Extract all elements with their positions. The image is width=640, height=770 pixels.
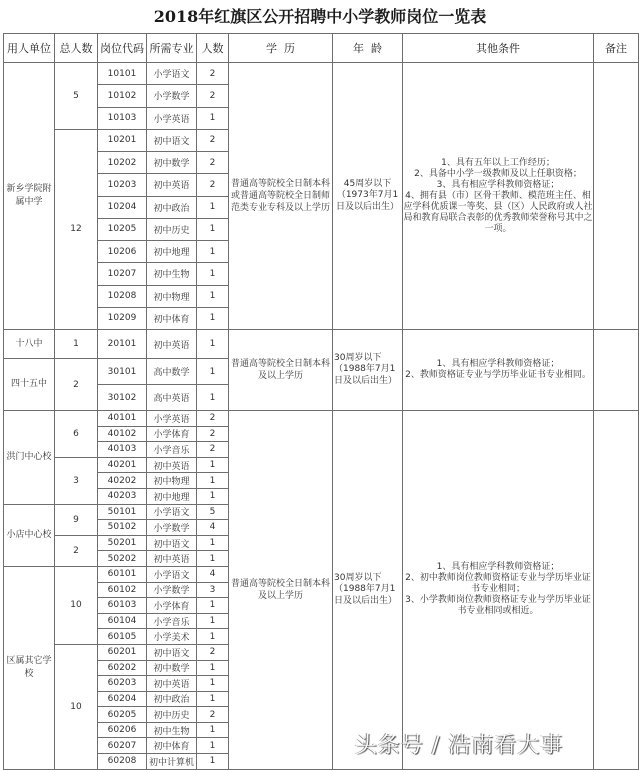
- position-count: 1: [197, 330, 229, 359]
- position-count: 1: [197, 551, 229, 567]
- position-code: 60205: [98, 707, 147, 723]
- page-title: 2018年红旗区公开招聘中小学教师岗位一览表: [153, 7, 487, 26]
- education-requirement: 普通高等院校全日制本科及以上学历: [229, 330, 333, 411]
- position-major: 小学体育: [147, 598, 197, 614]
- header-education: 学 历: [229, 34, 333, 63]
- position-count: 2: [197, 85, 229, 107]
- header-major: 所需专业: [147, 34, 197, 63]
- position-count: 2: [197, 63, 229, 85]
- condition-line: 2、教师资格证专业与学历毕业证书专业相同。: [405, 370, 591, 380]
- position-code: 50101: [98, 504, 147, 520]
- condition-line: 3、具有相应学科教师资格证；: [436, 179, 560, 190]
- position-count: 1: [197, 241, 229, 263]
- position-count: 1: [197, 613, 229, 629]
- condition-line: 2、具备中小学一级教师及以上任职资格；: [414, 168, 582, 179]
- position-major: 初中数学: [147, 660, 197, 676]
- condition-line: 1、具有相应学科教师资格证；: [436, 359, 560, 369]
- position-code: 40201: [98, 457, 147, 473]
- header-age: 年 龄: [333, 34, 403, 63]
- position-count: 1: [197, 457, 229, 473]
- position-major: 小学体育: [147, 426, 197, 442]
- position-code: 60204: [98, 691, 147, 707]
- position-major: 小学语文: [147, 504, 197, 520]
- position-count: 1: [197, 598, 229, 614]
- position-count: 5: [197, 504, 229, 520]
- position-count: 2: [197, 174, 229, 196]
- age-requirement: 45周岁以下（1973年7月1日及以后出生）: [333, 63, 403, 330]
- position-code: 50202: [98, 551, 147, 567]
- position-code: 10202: [98, 152, 147, 174]
- group-total: 2: [55, 359, 98, 411]
- table-row: [4, 411, 639, 427]
- position-code: 40102: [98, 426, 147, 442]
- header-code: 岗位代码: [98, 34, 147, 63]
- group-total: 3: [55, 457, 98, 504]
- position-code: 60102: [98, 582, 147, 598]
- position-major: 小学音乐: [147, 442, 197, 458]
- position-count: 4: [197, 566, 229, 582]
- position-count: 1: [197, 488, 229, 504]
- position-code: 60207: [98, 738, 147, 754]
- other-conditions: [403, 411, 594, 770]
- position-count: 2: [197, 411, 229, 427]
- age-requirement: 30周岁以下（1988年7月1日及以后出生）: [333, 411, 403, 770]
- group-total: 10: [55, 566, 98, 644]
- header-unit: 用人单位: [4, 34, 55, 63]
- header-row: [4, 34, 639, 63]
- position-code: 60201: [98, 644, 147, 660]
- unit-name: 十八中: [4, 330, 55, 359]
- position-code: 60208: [98, 754, 147, 770]
- position-major: 初中物理: [147, 285, 197, 307]
- condition-line: 3、小学教师岗位教师资格证专业与学历毕业证书专业相同或相近。: [405, 595, 591, 617]
- table-row: [4, 63, 639, 85]
- remark-cell: [594, 411, 639, 770]
- position-code: 60105: [98, 629, 147, 645]
- position-major: 初中物理: [147, 473, 197, 489]
- position-major: 小学数学: [147, 520, 197, 536]
- position-count: 2: [197, 644, 229, 660]
- position-code: 10204: [98, 196, 147, 218]
- position-major: 初中历史: [147, 218, 197, 240]
- position-count: 1: [197, 263, 229, 285]
- condition-line: 2、初中教师岗位教师资格证专业与学历毕业证书专业相同；: [405, 573, 591, 595]
- position-major: 初中数学: [147, 152, 197, 174]
- position-count: 2: [197, 442, 229, 458]
- group-total: 9: [55, 504, 98, 535]
- condition-line: 1、具有相应学科教师资格证；: [436, 562, 560, 573]
- position-code: 10101: [98, 63, 147, 85]
- position-major: 初中政治: [147, 691, 197, 707]
- position-major: 初中政治: [147, 196, 197, 218]
- position-count: 1: [197, 107, 229, 129]
- unit-name: 新乡学院附属中学: [4, 63, 55, 330]
- position-major: 小学音乐: [147, 613, 197, 629]
- position-count: 1: [197, 218, 229, 240]
- position-code: 60104: [98, 613, 147, 629]
- header-count: 人数: [197, 34, 229, 63]
- position-major: 小学英语: [147, 107, 197, 129]
- remark-cell: [594, 330, 639, 411]
- group-total: 5: [55, 63, 98, 130]
- position-code: 10208: [98, 285, 147, 307]
- header-remark: 备注: [594, 34, 639, 63]
- position-major: 初中英语: [147, 551, 197, 567]
- position-major: 小学英语: [147, 411, 197, 427]
- position-code: 40203: [98, 488, 147, 504]
- position-code: 40101: [98, 411, 147, 427]
- position-code: 10207: [98, 263, 147, 285]
- position-count: 1: [197, 754, 229, 770]
- recruitment-table: [3, 33, 639, 770]
- condition-line: 4、拥有县（市）区骨干教师、模范班主任、相应学科优质课一等奖、县（区）人民政府或人社局和教育局联合表彰的优秀教师荣誉称号其中之一项。: [403, 190, 593, 234]
- position-code: 60103: [98, 598, 147, 614]
- position-major: 初中体育: [147, 738, 197, 754]
- unit-name: 洪门中心校: [4, 411, 55, 505]
- position-code: 10209: [98, 307, 147, 329]
- position-count: 1: [197, 473, 229, 489]
- position-code: 60206: [98, 722, 147, 738]
- group-total: 12: [55, 129, 98, 329]
- position-count: 1: [197, 535, 229, 551]
- watermark-text: 头条号 / 浩南看大事: [355, 733, 564, 758]
- position-code: 40103: [98, 442, 147, 458]
- position-code: 50102: [98, 520, 147, 536]
- position-major: 小学语文: [147, 63, 197, 85]
- education-requirement: 普通高等院校全日制本科或普通高等院校全日制师范类专业专科及以上学历: [229, 63, 333, 330]
- position-code: 40202: [98, 473, 147, 489]
- position-count: 2: [197, 707, 229, 723]
- age-requirement: 30周岁以下（1988年7月1日及以后出生）: [333, 330, 403, 411]
- position-count: 1: [197, 691, 229, 707]
- remark-cell: [594, 63, 639, 330]
- position-code: 60202: [98, 660, 147, 676]
- position-count: 2: [197, 426, 229, 442]
- position-major: 初中英语: [147, 457, 197, 473]
- position-major: 小学数学: [147, 582, 197, 598]
- position-major: 初中计算机: [147, 754, 197, 770]
- position-major: 小学语文: [147, 566, 197, 582]
- position-count: 2: [197, 152, 229, 174]
- position-code: 60203: [98, 676, 147, 692]
- position-code: 30102: [98, 385, 147, 411]
- position-major: 初中语文: [147, 129, 197, 151]
- position-count: 1: [197, 676, 229, 692]
- position-major: 初中地理: [147, 241, 197, 263]
- position-code: 20101: [98, 330, 147, 359]
- other-conditions: [403, 330, 594, 411]
- header-conditions: 其他条件: [403, 34, 594, 63]
- position-code: 10102: [98, 85, 147, 107]
- condition-line: 1、具有五年以上工作经历；: [441, 157, 555, 168]
- education-requirement: 普通高等院校全日制本科及以上学历: [229, 411, 333, 770]
- header-total: 总人数: [55, 34, 98, 63]
- position-major: 初中地理: [147, 488, 197, 504]
- position-count: 4: [197, 520, 229, 536]
- unit-name: 四十五中: [4, 359, 55, 411]
- table-row: [4, 330, 639, 359]
- position-major: 初中语文: [147, 535, 197, 551]
- other-conditions: [403, 63, 594, 330]
- position-count: 1: [197, 660, 229, 676]
- position-count: 1: [197, 738, 229, 754]
- group-total: 6: [55, 411, 98, 458]
- position-major: 高中英语: [147, 385, 197, 411]
- position-major: 初中英语: [147, 330, 197, 359]
- group-total: 1: [55, 330, 98, 359]
- position-major: 初中体育: [147, 307, 197, 329]
- position-major: 小学数学: [147, 85, 197, 107]
- position-count: 1: [197, 629, 229, 645]
- position-major: 小学美术: [147, 629, 197, 645]
- position-major: 初中英语: [147, 174, 197, 196]
- position-major: 初中生物: [147, 263, 197, 285]
- position-count: 1: [197, 722, 229, 738]
- unit-name: 小店中心校: [4, 504, 55, 566]
- position-code: 50201: [98, 535, 147, 551]
- position-code: 10203: [98, 174, 147, 196]
- position-count: 1: [197, 196, 229, 218]
- group-total: 10: [55, 644, 98, 769]
- position-major: 初中英语: [147, 676, 197, 692]
- position-code: 10201: [98, 129, 147, 151]
- position-count: 1: [197, 307, 229, 329]
- position-major: 初中语文: [147, 644, 197, 660]
- position-count: 1: [197, 359, 229, 385]
- position-code: 30101: [98, 359, 147, 385]
- position-count: 3: [197, 582, 229, 598]
- position-code: 60101: [98, 566, 147, 582]
- position-major: 初中生物: [147, 722, 197, 738]
- position-code: 10206: [98, 241, 147, 263]
- position-code: 10103: [98, 107, 147, 129]
- position-major: 高中数学: [147, 359, 197, 385]
- position-count: 2: [197, 129, 229, 151]
- position-code: 10205: [98, 218, 147, 240]
- position-count: 1: [197, 385, 229, 411]
- unit-name: 区属其它学 校: [4, 566, 55, 769]
- position-count: 1: [197, 285, 229, 307]
- position-major: 初中历史: [147, 707, 197, 723]
- group-total: 2: [55, 535, 98, 566]
